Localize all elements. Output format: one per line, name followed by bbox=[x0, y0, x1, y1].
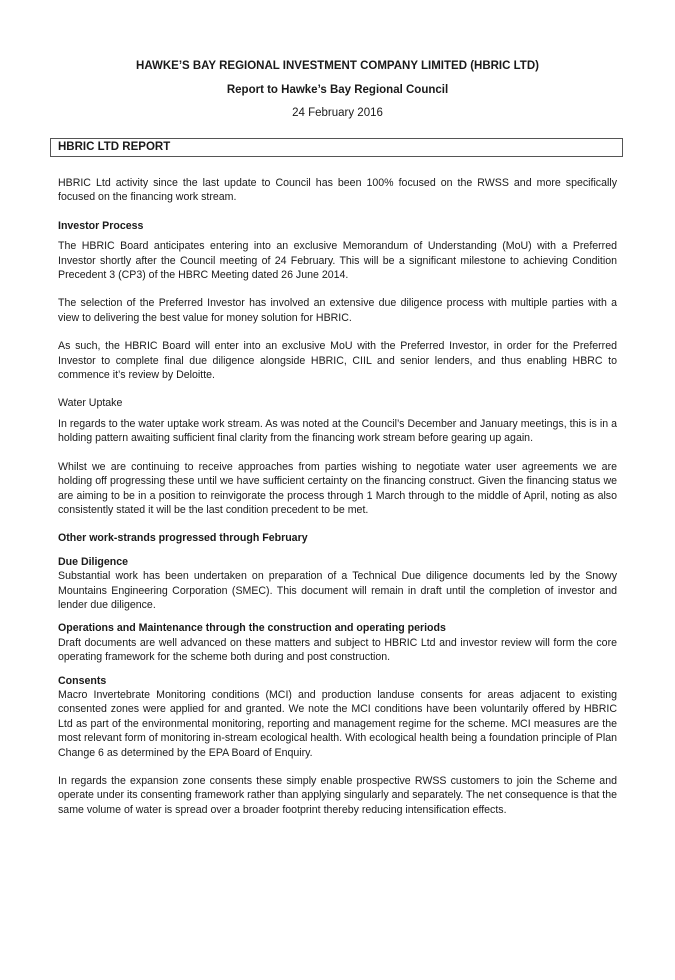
due-diligence-paragraph: Substantial work has been undertaken on preparation of a Technical Due diligence documents led by the Snowy Mountains Engineering Corporation (SMEC). This document will remain in draft until the completion of investor and lender due diligence. bbox=[58, 570, 617, 611]
company-title: HAWKE’S BAY REGIONAL INVESTMENT COMPANY LIMITED (HBRIC LTD) bbox=[136, 60, 539, 72]
consents-paragraph-1: Macro Invertebrate Monitoring conditions (MCI) and production landuse consents for areas adjacent to existing consented zones were applied for and granted. We note the MCI conditions have been voluntarily offered by HBRIC Ltd as part of the environmental monitoring, reporting and management regime for the scheme. MCI measures are the most relevant form of monitoring in-stream ecological health. With ecological health being a foundation principle of Plan Change 6 as determined by the EPA Board of Enquiry. bbox=[58, 688, 617, 759]
due-diligence-heading: Due Diligence bbox=[58, 555, 129, 568]
section-title-box: HBRIC LTD REPORT bbox=[50, 138, 623, 157]
consents-heading: Consents bbox=[58, 674, 107, 687]
operations-heading: Operations and Maintenance through the construction and operating periods bbox=[58, 622, 446, 635]
investor-process-paragraph-1: The HBRIC Board anticipates entering into an exclusive Memorandum of Understanding (MoU) with a Preferred Investor shortly after the Council meeting of 24 February. This will be a significant milestone to achieving Condition Precedent 3 (CP3) of the HBRC Meeting dated 26 June 2014. bbox=[58, 240, 617, 282]
investor-process-heading: Investor Process bbox=[58, 219, 144, 232]
report-to-title: Report to Hawke’s Bay Regional Council bbox=[226, 84, 449, 96]
report-body bbox=[58, 176, 617, 817]
investor-process-paragraph-3: As such, the HBRIC Board will enter into an exclusive MoU with the Preferred Investor, in order for the Preferred Investor to complete final due diligence alongside HBRIC, CIIL and senior lenders, and thus enabling HBRC to commence it’s review by Deloitte. bbox=[58, 340, 617, 382]
report-date: 24 February 2016 bbox=[292, 107, 383, 119]
water-uptake-paragraph-2: Whilst we are continuing to receive approaches from parties wishing to negotiate water user agreements we are holding off progressing these until we have sufficient certainty on the financing construct. Given the financing status we are aiming to be in a position to reinvigorate the process through 1 March through to the middle of April, noting as also consistently stated it will be the last condition precedent to be met. bbox=[58, 460, 617, 516]
investor-process-paragraph-2: The selection of the Preferred Investor has involved an extensive due diligence process with multiple parties with a view to delivering the best value for money solution for HBRIC. bbox=[58, 297, 617, 324]
intro-paragraph: HBRIC Ltd activity since the last update to Council has been 100% focused on the RWSS and more specifically focused on the financing work stream. bbox=[58, 177, 617, 204]
consents-paragraph-2: In regards the expansion zone consents these simply enable prospective RWSS customers to join the Scheme and operate under its consenting framework rather than applying singularly and separately. The net consequence is that the same volume of water is spread over a broader footprint thereby reducing intensification effects. bbox=[58, 775, 617, 816]
water-uptake-heading: Water Uptake bbox=[58, 397, 123, 410]
water-uptake-paragraph-1: In regards to the water uptake work stream. As was noted at the Council’s December and January meetings, this is in a holding pattern awaiting sufficient final clarity from the financing work stream before gearing up again. bbox=[58, 417, 617, 445]
operations-paragraph: Draft documents are well advanced on these matters and subject to HBRIC Ltd and investor review will form the core operating framework for the scheme both during and post construction. bbox=[58, 636, 617, 664]
other-work-heading: Other work-strands progressed through February bbox=[58, 532, 308, 545]
